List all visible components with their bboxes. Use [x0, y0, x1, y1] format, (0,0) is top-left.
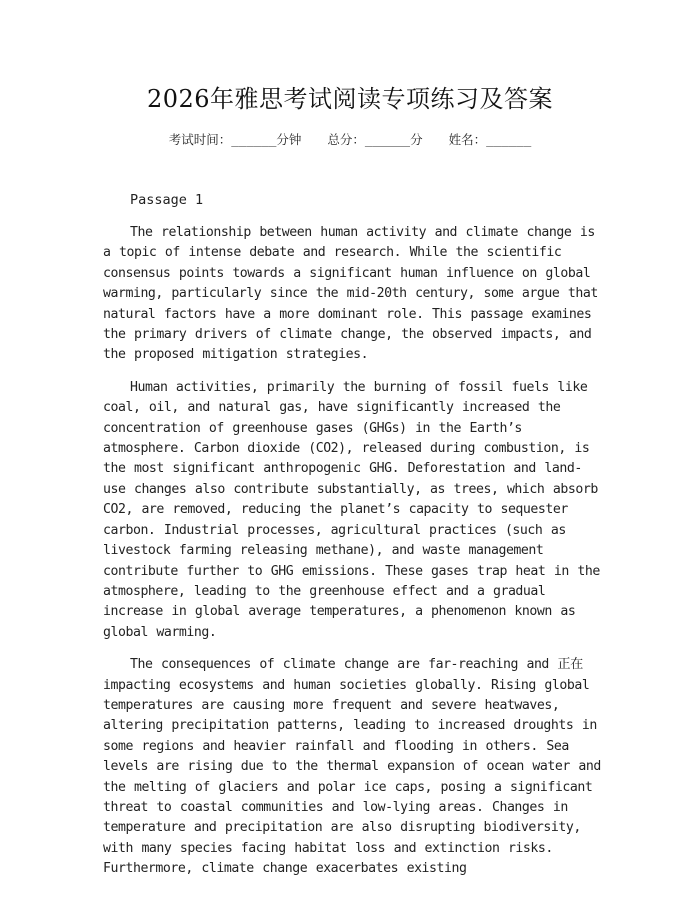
- page-title: 2026年雅思考试阅读专项练习及答案: [146, 85, 554, 113]
- paragraph-3: The consequences of climate change are far-reaching and 正在 impacting ecosystems and human societies globally. Rising global temperatures are causing more frequent and severe heatwaves, altering precipitation patterns, leading to increased droughts in some regions and heavier rainfall and flooding in others. Sea levels are rising due to the thermal expansion of ocean water and the melting of glaciers and polar ice caps, posing a significant threat to coastal communities and low-lying areas. Changes in temperature and precipitation are also disrupting biodiversity, with many species facing habitat loss and extinction risks. Furthermore, climate change exacerbates existing: [103, 657, 601, 877]
- paragraph-2: Human activities, primarily the burning of fossil fuels like coal, oil, and natural gas, have significantly increased the concentration of greenhouse gases (GHGs) in the Earth’s atmosphere. Carbon dioxide (CO2), released during combustion, is the most significant anthropogenic GHG. Deforestation and land-use changes also contribute substantially, as trees, which absorb CO2, are removed, reducing the planet’s capacity to sequester carbon. Industrial processes, agricultural practices (such as livestock farming releasing methane), and waste management contribute further to GHG emissions. These gases trap heat in the atmosphere, leading to the greenhouse effect and a gradual increase in global average temperatures, a phenomenon known as global warming.: [103, 379, 600, 640]
- total-score-field: 总分：______分: [327, 132, 423, 147]
- exam-info-line: [0, 130, 700, 150]
- passage-label: Passage 1: [130, 192, 204, 208]
- name-field: 姓名：______: [448, 132, 532, 147]
- exam-time-field: 考试时间：______分钟: [168, 132, 302, 147]
- paragraph-1: The relationship between human activity and climate change is a topic of intense debate and research. While the scientific consensus points towards a significant human influence on global warming, particularly since the mid-20th century, some argue that natural factors have a more dominant role. This passage examines the primary drivers of climate change, the observed impacts, and the proposed mitigation strategies.: [103, 225, 598, 363]
- passage-body: [103, 223, 603, 892]
